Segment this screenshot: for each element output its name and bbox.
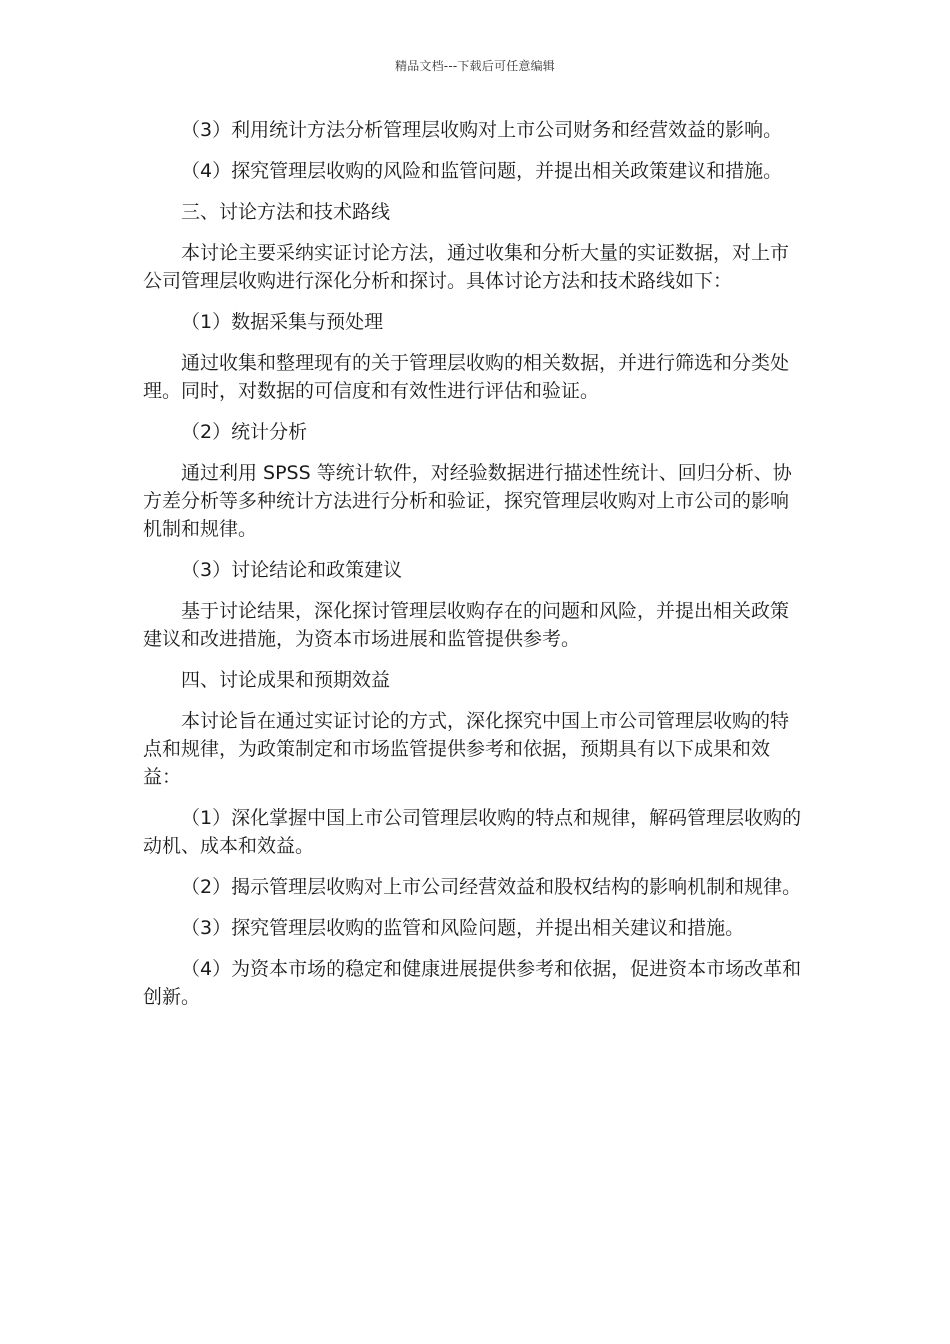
subheading-data-collection: （1）数据采集与预处理 [181, 311, 384, 333]
document-body [143, 116, 807, 1024]
paragraph-objective-4: （4）探究管理层收购的风险和监管问题，并提出相关政策建议和措施。 [181, 160, 783, 182]
paragraph-outcome-1: （1）深化掌握中国上市公司管理层收购的特点和规律，解码管理层收购的动机、成本和效益。 [143, 807, 802, 857]
page-header: 精品文档---下载后可任意编辑 [395, 59, 555, 73]
subheading-conclusions: （3）讨论结论和政策建议 [181, 559, 403, 581]
paragraph-conclusions: 基于讨论结果，深化探讨管理层收购存在的问题和风险，并提出相关政策建议和改进措施，为资本市场进展和监管提供参考。 [143, 600, 790, 650]
paragraph-statistical-analysis: 通过利用 SPSS 等统计软件，对经验数据进行描述性统计、回归分析、协方差分析等多种统计方法进行分析和验证，探究管理层收购对上市公司的影响机制和规律。 [143, 462, 792, 540]
paragraph-objective-3: （3）利用统计方法分析管理层收购对上市公司财务和经营效益的影响。 [181, 119, 783, 141]
paragraph-outcome-4: （4）为资本市场的稳定和健康进展提供参考和依据，促进资本市场改革和创新。 [143, 958, 802, 1008]
paragraph-methods-intro: 本讨论主要采纳实证讨论方法，通过收集和分析大量的实证数据，对上市公司管理层收购进行深化分析和探讨。具体讨论方法和技术路线如下： [143, 242, 790, 292]
section-heading-methods: 三、讨论方法和技术路线 [181, 201, 391, 223]
section-heading-outcomes: 四、讨论成果和预期效益 [181, 669, 391, 691]
subheading-statistical-analysis: （2）统计分析 [181, 421, 308, 443]
paragraph-outcomes-intro: 本讨论旨在通过实证讨论的方式，深化探究中国上市公司管理层收购的特点和规律，为政策制定和市场监管提供参考和依据，预期具有以下成果和效益： [143, 710, 790, 788]
paragraph-outcome-2: （2）揭示管理层收购对上市公司经营效益和股权结构的影响机制和规律。 [181, 876, 802, 898]
paragraph-data-collection: 通过收集和整理现有的关于管理层收购的相关数据，并进行筛选和分类处理。同时，对数据的可信度和有效性进行评估和验证。 [143, 352, 790, 402]
paragraph-outcome-3: （3）探究管理层收购的监管和风险问题，并提出相关建议和措施。 [181, 917, 745, 939]
